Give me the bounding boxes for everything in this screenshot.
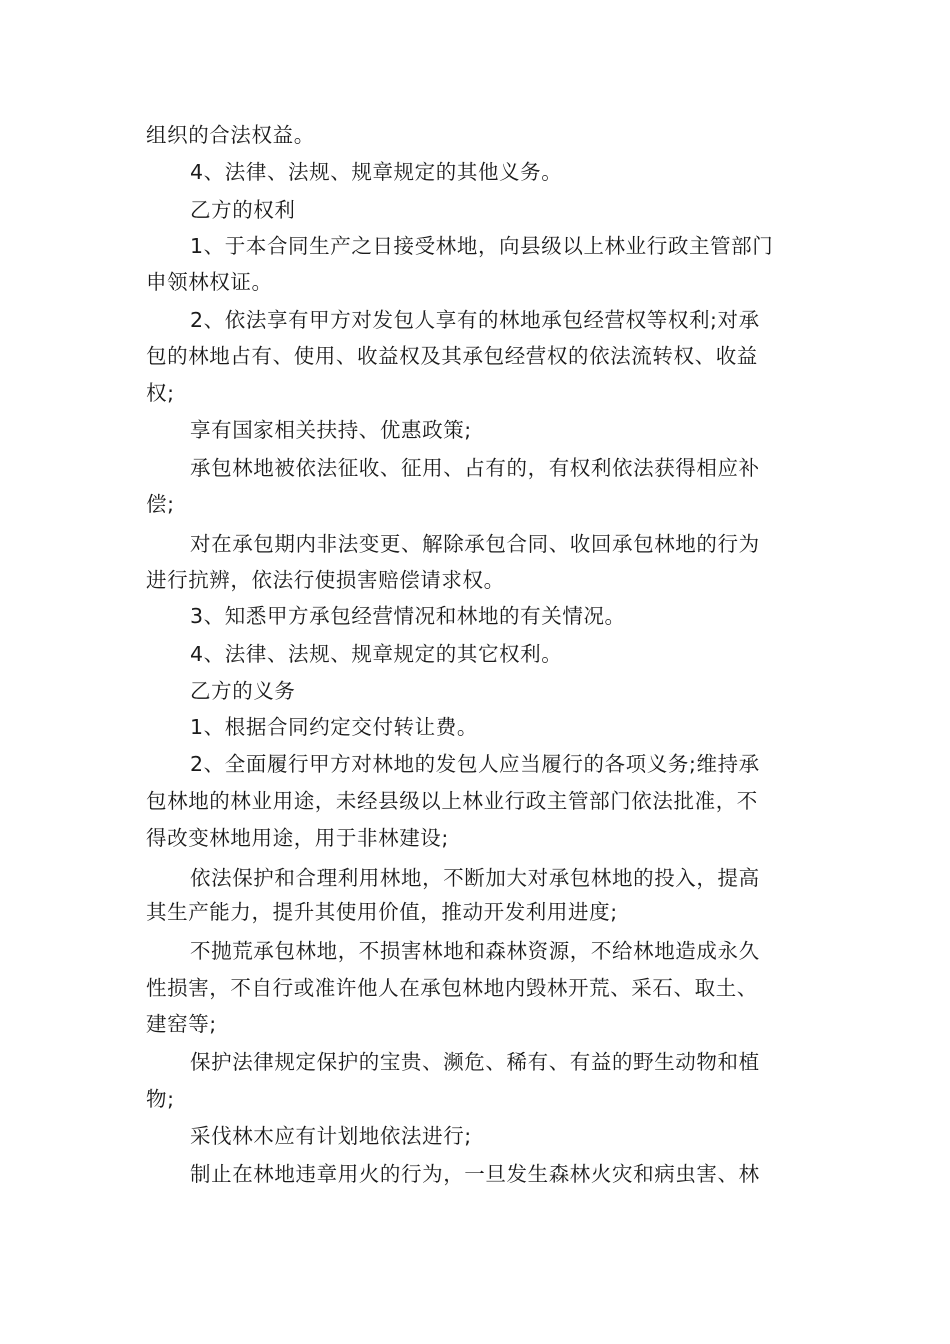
- text-line: 4、法律、法规、规章规定的其他义务。: [190, 160, 563, 184]
- text-line: 4、法律、法规、规章规定的其它权利。: [190, 642, 563, 666]
- text-line: 依法保护和合理利用林地，不断加大对承包林地的投入，提高: [190, 866, 760, 890]
- text-line: 进行抗辨，依法行使损害赔偿请求权。: [146, 568, 505, 592]
- text-line: 制止在林地违章用火的行为，一旦发生森林火灾和病虫害、林: [190, 1162, 760, 1186]
- text-line: 承包林地被依法征收、征用、占有的，有权利依法获得相应补: [190, 456, 760, 480]
- text-line: 对在承包期内非法变更、解除承包合同、收回承包林地的行为: [190, 532, 760, 556]
- text-line: 采伐林木应有计划地依法进行;: [190, 1124, 472, 1148]
- text-line: 3、知悉甲方承包经营情况和林地的有关情况。: [190, 604, 626, 628]
- section-heading: 乙方的权利: [190, 198, 296, 222]
- text-line: 组织的合法权益。: [146, 123, 315, 147]
- text-line: 申领林权证。: [146, 270, 273, 294]
- text-line: 包林地的林业用途，未经县级以上林业行政主管部门依法批准，不: [146, 789, 758, 813]
- text-line: 包的林地占有、使用、收益权及其承包经营权的依法流转权、收益: [146, 344, 758, 368]
- text-line: 1、于本合同生产之日接受林地，向县级以上林业行政主管部门: [190, 234, 774, 258]
- text-line: 2、全面履行甲方对林地的发包人应当履行的各项义务;维持承: [190, 752, 760, 776]
- text-line: 其生产能力，提升其使用价值，推动开发利用进度;: [146, 900, 618, 924]
- text-line: 保护法律规定保护的宝贵、濒危、稀有、有益的野生动物和植: [190, 1050, 760, 1074]
- text-line: 不抛荒承包林地，不损害林地和森林资源，不给林地造成永久: [190, 939, 760, 963]
- text-line: 1、根据合同约定交付转让费。: [190, 715, 478, 739]
- text-line: 2、依法享有甲方对发包人享有的林地承包经营权等权利;对承: [190, 308, 760, 332]
- section-heading: 乙方的义务: [190, 679, 296, 703]
- text-line: 得改变林地用途，用于非林建设;: [146, 826, 449, 850]
- text-line: 享有国家相关扶持、优惠政策;: [190, 418, 472, 442]
- text-line: 性损害，不自行或准许他人在承包林地内毁林开荒、采石、取土、: [146, 976, 758, 1000]
- text-line: 权;: [146, 381, 175, 405]
- text-line: 建窑等;: [146, 1012, 217, 1036]
- text-line: 物;: [146, 1087, 175, 1111]
- text-line: 偿;: [146, 492, 175, 516]
